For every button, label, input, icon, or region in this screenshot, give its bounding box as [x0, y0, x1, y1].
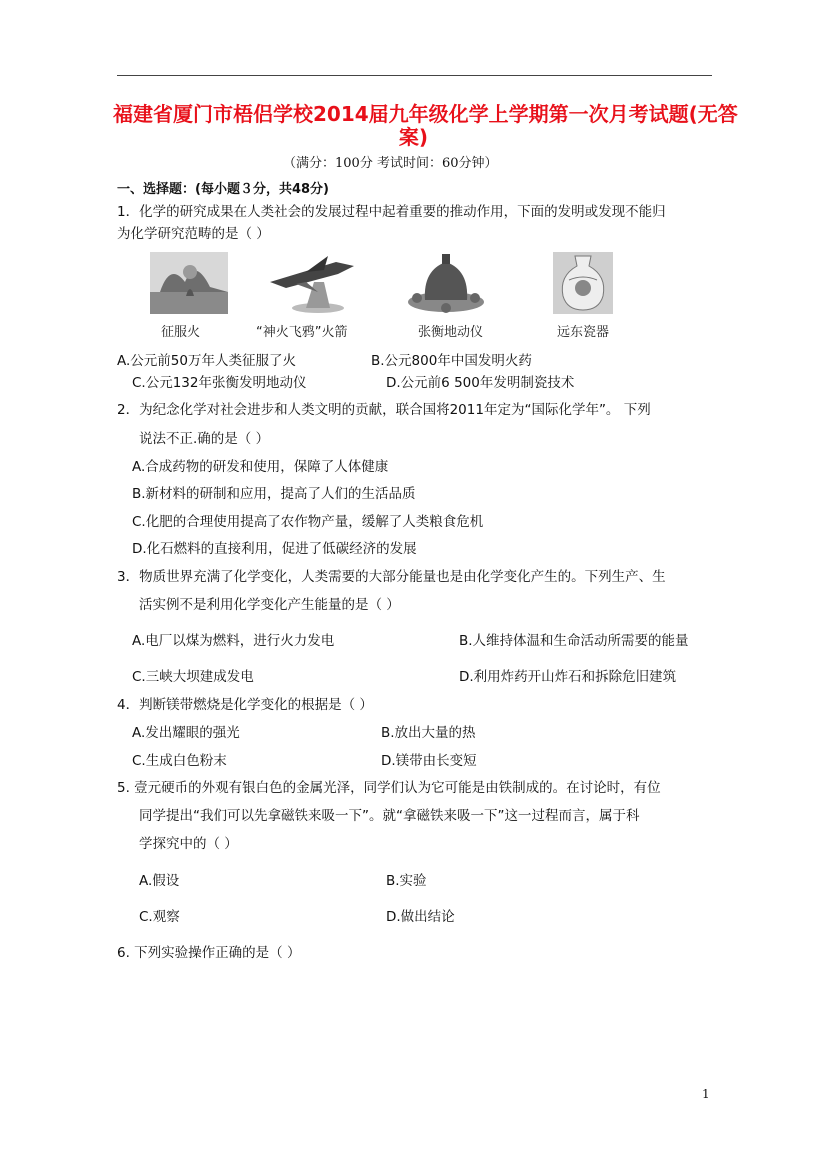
header-rule — [117, 75, 712, 76]
question-2-stem-line2: 说法不正.确的是（ ） — [139, 431, 270, 447]
question-2-option-a: A.合成药物的研发和使用，保障了人体健康 — [132, 459, 389, 475]
question-4-option-c: C.生成白色粉末 — [132, 753, 227, 769]
question-5-option-d: D.做出结论 — [386, 909, 455, 925]
question-4-option-d: D.镁带由长变短 — [381, 753, 477, 769]
question-5-stem-line2: 同学提出“我们可以先拿磁铁来吸一下”。就“拿磁铁来吸一下”这一过程而言，属于科 — [139, 808, 640, 824]
question-5-stem-line1: 5. 壹元硬币的外观有银白色的金属光泽，同学们认为它可能是由铁制成的。在讨论时，有位 — [117, 780, 661, 796]
question-5-option-a: A.假设 — [139, 873, 180, 889]
fire-painting-icon — [150, 252, 228, 314]
question-5-option-c: C.观察 — [139, 909, 180, 925]
question-4-option-a: A.发出耀眼的强光 — [132, 725, 240, 741]
question-3-stem-line2: 活实例不是利用化学变化产生能量的是（ ） — [139, 597, 400, 613]
question-2-stem-line1: 2．为纪念化学对社会进步和人类文明的贡献，联合国将2011年定为“国际化学年”。 下列 — [117, 402, 651, 418]
question-1-option-a: A.公元前50万年人类征服了火 — [117, 353, 296, 369]
image-caption-seismoscope: 张衡地动仪 — [418, 325, 484, 340]
question-3-option-a: A.电厂以煤为燃料，进行火力发电 — [132, 633, 335, 649]
question-4-stem: 4．判断镁带燃烧是化学变化的根据是（ ） — [117, 697, 373, 713]
question-3-option-d: D.利用炸药开山炸石和拆除危旧建筑 — [459, 669, 677, 685]
porcelain-vase-icon — [553, 252, 613, 314]
question-1-option-c: C.公元132年张衡发明地动仪 — [132, 375, 307, 391]
question-3-stem-line1: 3．物质世界充满了化学变化，人类需要的大部分能量也是由化学变化产生的。下列生产、生 — [117, 569, 666, 585]
seismoscope-icon — [403, 252, 489, 314]
question-2-option-c: C.化肥的合理使用提高了农作物产量，缓解了人类粮食危机 — [132, 514, 484, 530]
document-title-line1: 福建省厦门市梧侣学校2014届九年级化学上学期第一次月考试题(无答 — [113, 102, 738, 126]
document-title-line2: 案) — [398, 125, 429, 149]
bird-rocket-icon — [266, 252, 358, 314]
question-1-option-d: D.公元前6 500年发明制瓷技术 — [386, 375, 575, 391]
image-caption-fire: 征服火 — [161, 325, 201, 340]
question-1-stem-line2: 为化学研究范畴的是（ ） — [117, 226, 270, 242]
question-2-option-d: D.化石燃料的直接利用，促进了低碳经济的发展 — [132, 541, 417, 557]
question-5-option-b: B.实验 — [386, 873, 427, 889]
section-heading: 一、选择题：(每小题３分，共48分) — [117, 182, 329, 197]
question-3-option-b: B.人维持体温和生命活动所需要的能量 — [459, 633, 689, 649]
image-caption-rocket: “神火飞鸦”火箭 — [256, 325, 348, 340]
question-1-option-b: B.公元800年中国发明火药 — [371, 353, 532, 369]
question-2-option-b: B.新材料的研制和应用，提高了人们的生活品质 — [132, 486, 416, 502]
question-1-stem-line1: 1．化学的研究成果在人类社会的发展过程中起着重要的推动作用，下面的发明或发现不能归 — [117, 204, 666, 220]
question-5-stem-line3: 学探究中的（ ） — [139, 836, 238, 852]
exam-meta: （满分：100分 考试时间：60分钟） — [283, 156, 498, 171]
question-3-option-c: C.三峡大坝建成发电 — [132, 669, 254, 685]
question-6-stem: 6. 下列实验操作正确的是（ ） — [117, 945, 301, 961]
question-4-option-b: B.放出大量的热 — [381, 725, 476, 741]
page-number: 1 — [702, 1087, 710, 1101]
image-caption-porcelain: 远东瓷器 — [557, 325, 610, 340]
